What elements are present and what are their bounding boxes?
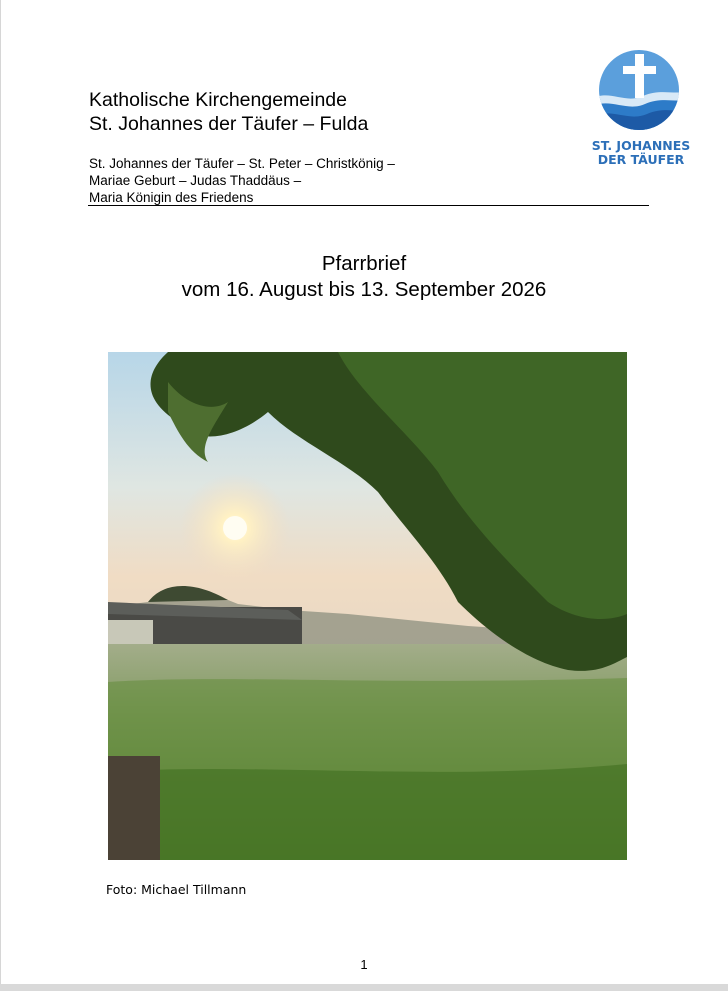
church-list-line-3: Maria Königin des Friedens bbox=[89, 190, 254, 205]
parish-name bbox=[89, 88, 368, 136]
cover-photo bbox=[108, 352, 627, 860]
title-line-2: vom 16. August bis 13. September 2026 bbox=[181, 278, 547, 301]
logo-text bbox=[582, 139, 700, 167]
church-list-line-2: Mariae Geburt – Judas Thaddäus – bbox=[89, 173, 302, 188]
logo-text-line-2: DER TÄUFER bbox=[597, 152, 685, 167]
photo-credit: Foto: Michael Tillmann bbox=[106, 882, 247, 897]
title-line-1: Pfarrbrief bbox=[321, 252, 407, 275]
church-list bbox=[89, 155, 395, 206]
parish-name-line-1: Katholische Kirchengemeinde bbox=[89, 89, 347, 111]
logo-text-line-1: ST. JOHANNES bbox=[591, 138, 691, 153]
page-bottom-edge bbox=[0, 984, 728, 991]
cross-waves-logo-icon bbox=[593, 50, 693, 137]
document-title bbox=[0, 251, 728, 303]
page-number: 1 bbox=[360, 957, 368, 972]
header-divider bbox=[88, 205, 649, 206]
church-list-line-1: St. Johannes der Täufer – St. Peter – Christkönig – bbox=[89, 156, 395, 171]
parish-name-line-2: St. Johannes der Täufer – Fulda bbox=[89, 113, 369, 135]
